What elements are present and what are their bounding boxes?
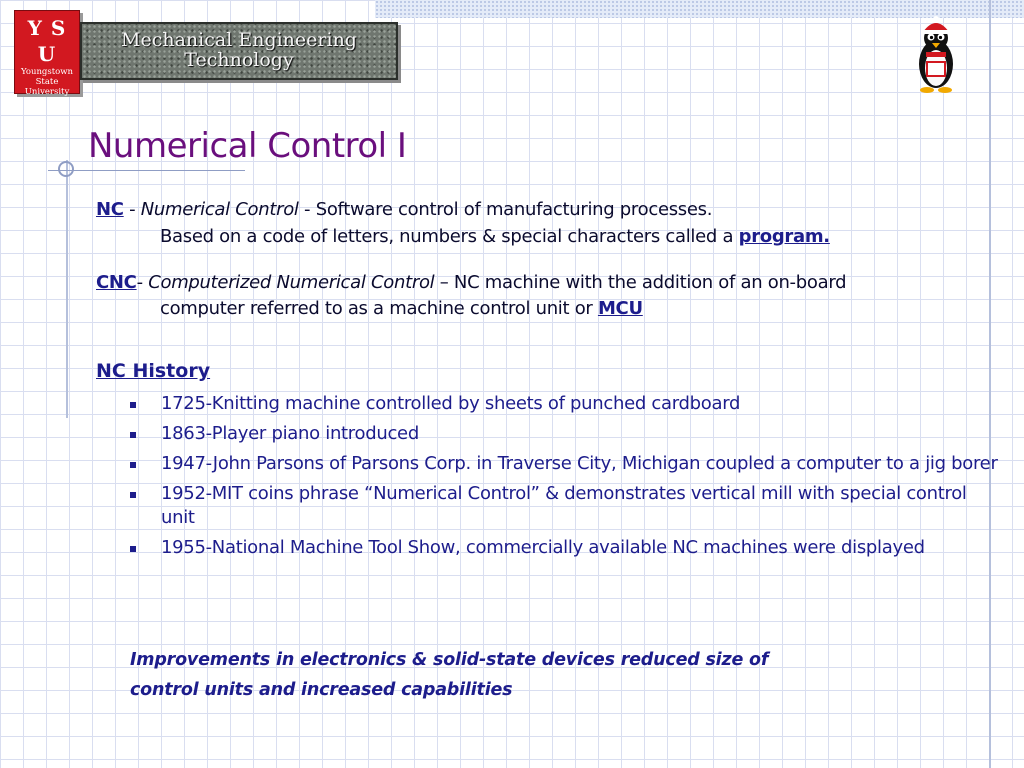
nc-term: NC <box>96 199 124 220</box>
footnote-line-1: Improvements in electronics & solid-state devices reduced size of <box>130 650 769 670</box>
cnc-separator: – <box>434 272 454 293</box>
square-bullet-icon <box>130 402 136 408</box>
right-vertical-rule <box>989 0 991 768</box>
ysu-logo <box>14 10 80 97</box>
square-bullet-icon <box>130 492 136 498</box>
cnc-full-name: Computerized Numerical Control <box>148 272 435 293</box>
nc-program-text: Based on a code of letters, numbers & special characters called a <box>160 226 739 247</box>
history-item-text: 1863-Player piano introduced <box>161 423 419 444</box>
ring-ornament <box>58 161 74 177</box>
square-bullet-icon <box>130 462 136 468</box>
cnc-dash: - <box>136 272 149 293</box>
ysu-logo-mark: Y S U <box>27 16 67 66</box>
department-banner <box>80 22 398 80</box>
history-item-text: 1725-Knitting machine controlled by sheets of punched cardboard <box>161 393 741 414</box>
ysu-logo-name-3: University <box>24 87 70 97</box>
nc-definition-text: Software control of manufacturing processes. <box>315 199 713 220</box>
nc-history-list <box>128 392 998 566</box>
program-link[interactable]: program. <box>738 226 830 247</box>
list-item <box>128 482 998 530</box>
nc-history-heading: NC History <box>96 360 211 382</box>
square-bullet-icon <box>130 546 136 552</box>
list-item <box>128 536 998 560</box>
banner-line-1: Mechanical Engineering <box>121 29 357 51</box>
mcu-link[interactable]: MCU <box>597 298 643 319</box>
nc-full-name: Numerical Control <box>140 199 299 220</box>
nc-definition <box>96 196 976 250</box>
list-item <box>128 392 998 416</box>
history-item-text: 1955-National Machine Tool Show, commercially available NC machines were displayed <box>161 537 925 558</box>
page-title: Numerical Control I <box>88 126 407 166</box>
cnc-term: CNC <box>96 272 137 293</box>
list-item <box>128 452 998 476</box>
history-item-text: 1947-John Parsons of Parsons Corp. in Traverse City, Michigan coupled a computer to a jig borer <box>161 453 998 474</box>
cnc-definition <box>96 270 986 322</box>
square-bullet-icon <box>130 432 136 438</box>
list-item <box>128 422 998 446</box>
footnote <box>130 645 910 705</box>
title-rule <box>48 170 245 171</box>
penguin-mascot-icon <box>912 14 960 94</box>
nc-separator: - <box>298 199 316 220</box>
ysu-logo-name-2: State <box>35 77 59 87</box>
footnote-line-2: control units and increased capabilities <box>130 680 513 700</box>
cnc-definition-text: NC machine with the addition of an on-board <box>453 272 847 293</box>
history-item-text: 1952-MIT coins phrase “Numerical Control” & demonstrates vertical mill with special control unit <box>161 483 967 528</box>
left-vertical-rule <box>66 160 68 418</box>
banner-line-2: Technology <box>184 49 294 71</box>
cnc-mcu-text: computer referred to as a machine control unit or <box>160 298 598 319</box>
ysu-logo-name-1: Youngstown <box>20 67 74 77</box>
nc-dash: - <box>123 199 141 220</box>
